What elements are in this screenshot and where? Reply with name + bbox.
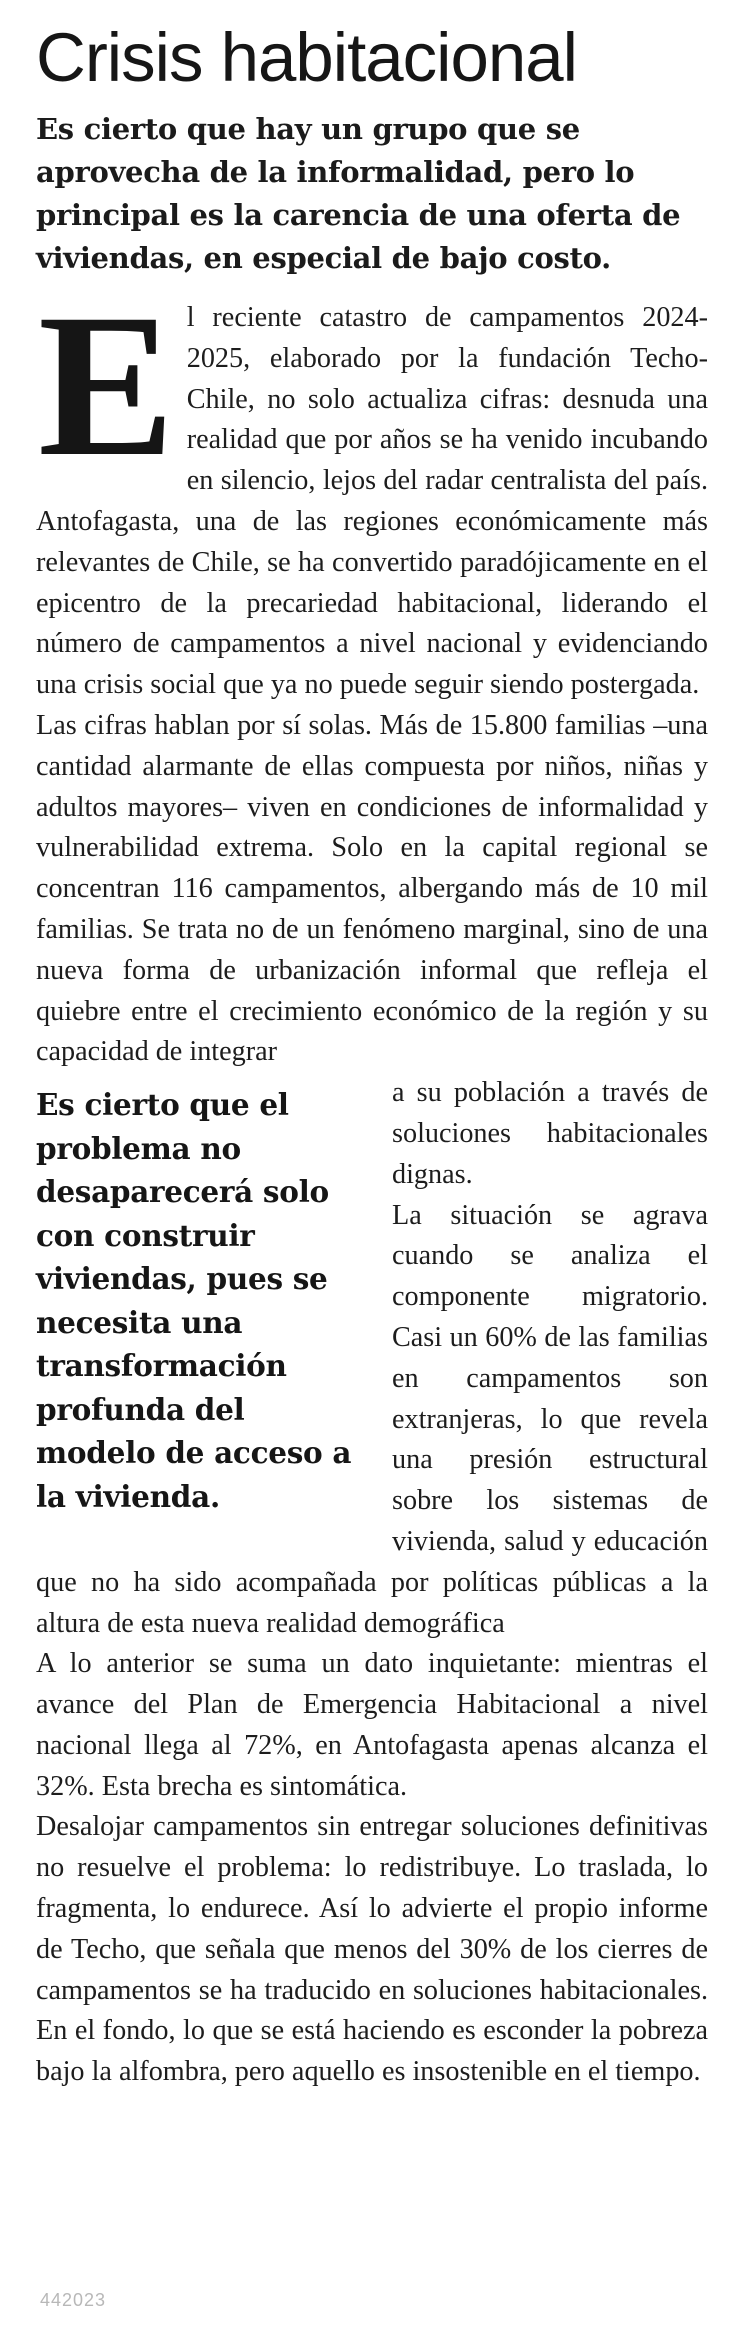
article-paragraph-5: Desalojar campamentos sin entregar soluciones definitivas no resuelve el problema: lo redistribuye. Lo traslada, lo fragmenta, lo endurece. Así lo advierte el propio informe de Techo, que señala que menos del 30% de los cierres de campamentos se ha traducido en soluciones habitacionales. En el fondo, lo que se está haciendo es esconder la pobreza bajo la alfombra, pero aquello es insostenible en el tiempo. — [36, 1811, 708, 2088]
drop-cap: E — [38, 272, 175, 499]
article-body — [36, 272, 708, 2093]
article-paragraph-2-continued: a su población a través de soluciones habitacionales dignas. — [392, 1077, 708, 1190]
article-headline: Crisis habitacional — [36, 19, 577, 96]
article-paragraph-4: A lo anterior se suma un dato inquietante: mientras el avance del Plan de Emergencia Habitacional a nivel nacional llega al 72%, en Antofagasta apenas alcanza el 32%. Esta brecha es sintomática. — [36, 1648, 708, 1802]
article-paragraph-1: l reciente catastro de campamentos 2024-2025, elaborado por la fundación Techo-Chile, no solo actualiza cifras: desnuda una realidad que por años se ha venido incubando en silencio, lejos del radar centralista del país. Antofagasta, una de las regiones económicamente más relevantes de Chile, se ha convertido paradójicamente en el epicentro de la precariedad habitacional, liderando el número de campamentos a nivel nacional y evidenciando una crisis social que ya no puede seguir siendo postergada. — [36, 302, 708, 701]
article-paragraph-3: La situación se agrava cuando se analiza el componente migratorio. Casi un 60% de las familias en campamentos son extranjeras, lo que revela una presión estructural sobre los sistemas de vivienda, salud y educación que no ha sido acompañada por políticas públicas a la altura de esta nueva realidad demográfica — [36, 1199, 708, 1639]
article-deck: Es cierto que hay un grupo que se aprovecha de la informalidad, pero lo principal es la carencia de una oferta de viviendas, en especial de bajo costo. — [36, 112, 681, 275]
page-watermark: 442023 — [40, 2290, 107, 2310]
article-paragraph-2 — [36, 706, 708, 1073]
article-paragraph-2-text: Las cifras hablan por sí solas. Más de 15.800 familias –una cantidad alarmante de ellas compuesta por niños, niñas y adultos mayores– viven en condiciones de informalidad y vulnerabilidad extrema. Solo en la capital regional se concentran 116 campamentos, albergando más de 10 mil familias. Se trata no de un fenómeno marginal, sino de una nueva forma de urbanización informal que refleja el quiebre entre el crecimiento económico de la región y su capacidad de integrar — [36, 709, 708, 1068]
pull-quote: Es cierto que el problema no desaparecerá solo con construir viviendas, pues se necesita una transformación profunda del modelo de acceso a la vivienda. — [36, 1087, 352, 1514]
